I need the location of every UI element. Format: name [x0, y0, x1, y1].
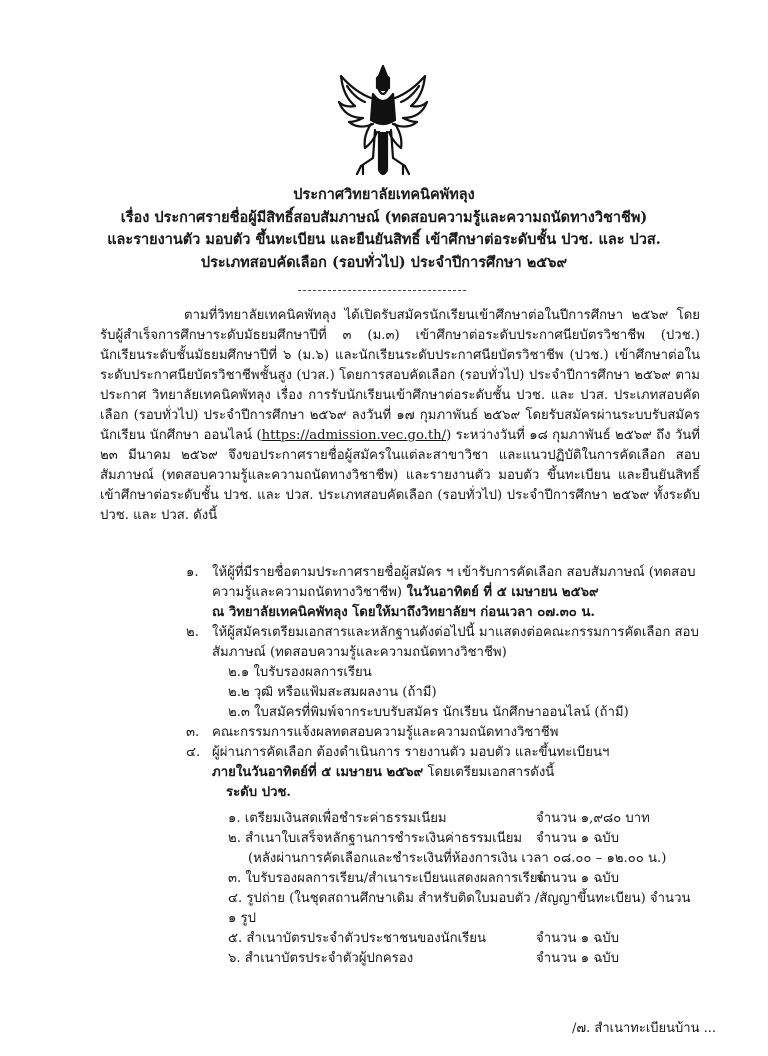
doc-label: ๑. เตรียมเงินสดเพื่อชำระค่าธรรมเนียม — [228, 811, 447, 826]
divider — [298, 290, 466, 291]
doc-amount: จำนวน ๑ ฉบับ — [536, 951, 620, 966]
list-item — [100, 563, 700, 623]
item-deadline: ภายในวันอาทิตย์ที่ ๕ เมษายน ๒๕๖๙ — [212, 765, 424, 780]
doc-amount: จำนวน ๑,๙๘๐ บาท — [536, 811, 650, 826]
item-number: ๓. — [186, 725, 200, 740]
doc-row — [100, 829, 700, 849]
doc-row — [100, 889, 700, 929]
announcement-subject-line3: ประเภทสอบคัดเลือก (รอบทั่วไป) ประจำปีการศึกษา ๒๕๖๙ — [200, 254, 568, 271]
item-text: ผู้ผ่านการคัดเลือก ต้องดำเนินการ รายงานตัว มอบตัว และขึ้นทะเบียนฯ — [212, 745, 610, 760]
doc-label: ๕. สำเนาบัตรประจำตัวประชาชนของนักเรียน — [228, 931, 486, 946]
item-text: คณะกรรมการแจ้งผลทดสอบความรู้และความถนัดทางวิชาชีพ — [212, 725, 559, 740]
list-item — [100, 723, 700, 743]
doc-label: ๓. ใบรับรองผลการเรียน/สำเนาระเบียนแสดงผลการเรียน — [228, 871, 547, 886]
list-item — [100, 743, 700, 783]
doc-row — [100, 869, 700, 889]
level-heading: ระดับ ปวช. — [226, 785, 292, 800]
doc-row — [100, 809, 700, 829]
doc-note: (หลังผ่านการคัดเลือกและชำระเงินที่ห้องการเงิน เวลา ๐๘.๐๐ – ๑๒.๐๐ น.) — [248, 851, 667, 866]
item-number: ๑. — [186, 565, 199, 580]
announcement-subject: เรื่อง ประกาศรายชื่อผู้มีสิทธิ์สอบสัมภาษณ์ (ทดสอบความรู้และความถนัดทางวิชาชีพ) — [120, 209, 648, 226]
doc-label: ๔. รูปถ่าย (ในชุดสถานศึกษาเดิม สำหรับติดใบมอบตัว /สัญญาขึ้นทะเบียน) จำนวน ๑ รูป — [228, 891, 691, 926]
doc-row — [100, 949, 700, 969]
item-number: ๔. — [186, 745, 201, 760]
intro-text-a: ตามที่วิทยาลัยเทคนิคพัทลุง ได้เปิดรับสมัครนักเรียนเข้าศึกษาต่อในปีการศึกษา ๒๕๖๙ โดยรับผู้สำเร็จการศึกษาระดับมัธยมศึกษาปีที่ ๓ (ม.๓) เข้าศึกษาต่อระดับประกาศนียบัตรวิชาชีพ (ปวช.) นักเรียนระดับชั้นมัธยมศึกษาปีที่ ๖ (ม.๖) และนักเรียนระดับประกาศนียบัตรวิชาชีพ (ปวช.) เข้าศึกษาต่อในระดับประกาศนียบัตรวิชาชีพชั้นสูง (ปวส.) โดยการสอบคัดเลือก (รอบทั่วไป) ประจำปีการศึกษา ๒๕๖๙ ตามประกาศ วิทยาลัยเทคนิคพัทลุง เรื่อง การรับนักเรียนเข้าศึกษาต่อระดับชั้น ปวช. และ ปวส. ประเภทสอบคัดเลือก (รอบทั่วไป) ประจำปีการศึกษา ๒๕๖๙ ลงวันที่ ๑๗ กุมภาพันธ์ ๒๕๖๙ โดยรับสมัครผ่านระบบรับสมัครนักเรียน นักศึกษา ออนไลน์ ( — [100, 308, 700, 443]
item-text: ให้ผู้ที่มีรายชื่อตามประกาศรายชื่อผู้สมัคร ฯ เข้ารับการคัดเลือก สอบสัมภาษณ์ (ทดสอบความรู้และความถนัดทางวิชาชีพ) — [212, 565, 696, 600]
doc-amount: จำนวน ๑ ฉบับ — [536, 831, 620, 846]
item-location: ณ วิทยาลัยเทคนิคพัทลุง โดยให้มาถึงวิทยาลัยฯ ก่อนเวลา ๐๗.๓๐ น. — [212, 605, 596, 620]
instruction-list — [100, 563, 700, 969]
sub-item: ๒.๒ วุฒิ หรือแฟ้มสะสมผลงาน (ถ้ามี) — [228, 685, 437, 700]
doc-label: ๖. สำเนาบัตรประจำตัวผู้ปกครอง — [228, 951, 414, 966]
intro-paragraph — [100, 306, 700, 526]
continuation-note: /๗. สำเนาทะเบียนบ้าน ... — [572, 1021, 717, 1036]
item-date: ในวันอาทิตย์ ที่ ๕ เมษายน ๒๕๖๙ — [402, 585, 599, 600]
doc-amount: จำนวน ๑ ฉบับ — [536, 871, 620, 886]
item-text-tail: โดยเตรียมเอกสารดังนี้ — [423, 765, 555, 780]
doc-label: ๒. สำเนาใบเสร็จหลักฐานการชำระเงินค่าธรรมเนียม — [228, 831, 523, 846]
doc-row — [100, 929, 700, 949]
item-text: ให้ผู้สมัครเตรียมเอกสารและหลักฐานดังต่อไปนี้ มาแสดงต่อคณะกรรมการคัดเลือก สอบสัมภาษณ์ (ทดสอบความรู้และความถนัดทางวิชาชีพ) — [212, 625, 699, 660]
sub-item: ๒.๓ ใบสมัครที่พิมพ์จากระบบรับสมัคร นักเรียน นักศึกษาออนไลน์ (ถ้ามี) — [228, 705, 629, 720]
intro-text-b: ) ระหว่างวันที่ ๑๘ กุมภาพันธ์ ๒๕๖๙ ถึง วันที่ ๒๓ มีนาคม ๒๕๖๙ จึงขอประกาศรายชื่อผู้สมัครในแต่ละสาขาวิชา และแนวปฏิบัติในการคัดเลือก สอบสัมภาษณ์ (ทดสอบความรู้และความถนัดทางวิชาชีพ) และรายงานตัว มอบตัว ขึ้นทะเบียน และยืนยันสิทธิ์ เข้าศึกษาต่อระดับชั้น ปวช. และ ปวส. ประเภทสอบคัดเลือก (รอบทั่วไป) ประจำปีการศึกษา ๒๕๖๙ ทั้งระดับ ปวช. และ ปวส. ดังนี้ — [100, 428, 701, 523]
list-item — [100, 623, 700, 663]
announcement-subject-line2: และรายงานตัว มอบตัว ขึ้นทะเบียน และยืนยันสิทธิ์ เข้าศึกษาต่อระดับชั้น ปวช. และ ปวส. — [107, 231, 661, 248]
announcement-org: ประกาศวิทยาลัยเทคนิคพัทลุง — [293, 186, 475, 203]
sub-item: ๒.๑ ใบรับรองผลการเรียน — [228, 665, 372, 680]
item-number: ๒. — [186, 625, 199, 640]
garuda-emblem-icon — [333, 62, 433, 180]
admission-link[interactable]: https://admission.vec.go.th/ — [261, 428, 447, 443]
doc-amount: จำนวน ๑ ฉบับ — [536, 931, 620, 946]
